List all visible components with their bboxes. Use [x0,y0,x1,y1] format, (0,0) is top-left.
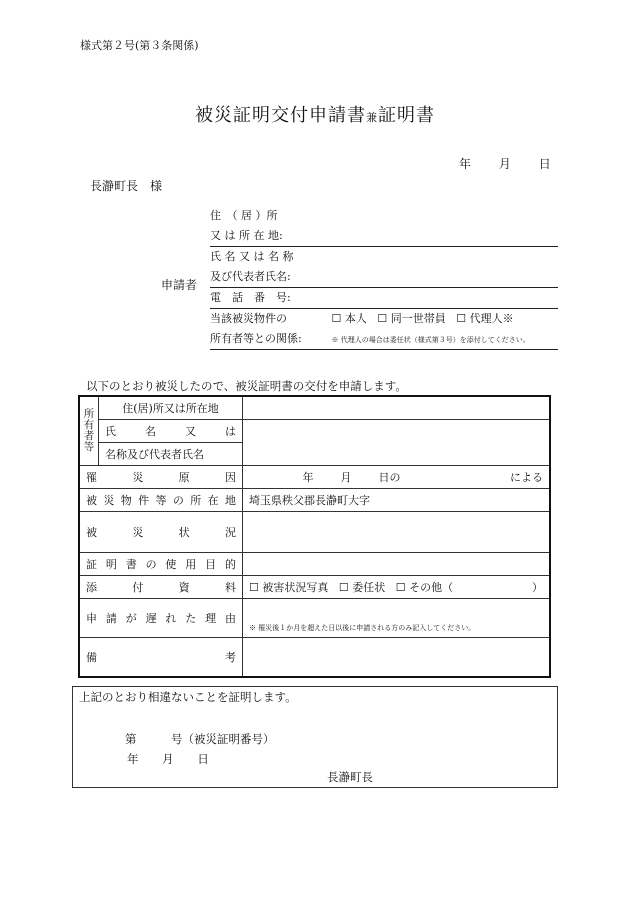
relation-note: ※ 代理人の場合は委任状（様式第３号）を添付してください。 [331,336,530,344]
checkbox-icon[interactable]: ☐ [377,312,388,325]
owner-address-field[interactable] [243,396,551,420]
attachment-close: ） [532,581,543,594]
cause-year: 年 [302,471,314,484]
cause-day: 日の [378,471,401,484]
relation-row [210,309,558,329]
cause-label: 罹 災 原 因 [79,466,243,489]
late-reason-field[interactable] [243,599,551,638]
late-reason-label: 申請が遅れた理由 [79,599,243,638]
applicant-block [210,206,558,350]
status-label: 被 災 状 況 [79,512,243,553]
applicant-label: 申請者 [161,278,198,292]
date-day: 日 [538,157,551,171]
document-title [0,101,630,127]
relation-option-household[interactable]: ☐ 同一世帯員 [377,312,446,325]
applicant-name-label-1: 氏 名 又 は 名 称 [210,250,294,263]
cause-suffix: による [510,471,543,484]
intro-text: 以下のとおり被災したので、被災証明書の交付を申請します。 [86,379,407,393]
relation-label-1: 当該被災物件の [210,312,287,325]
checkbox-icon[interactable]: ☐ [338,581,349,594]
cert-date [127,751,229,767]
owner-side-label: 所 有 者 等 [79,396,99,466]
relation-row-2 [210,329,558,350]
attachments-label: 添 付 資 料 [79,576,243,599]
table-row [79,553,550,576]
attachment-proxy[interactable]: ☐ 委任状 [338,581,386,594]
table-row [79,599,550,638]
applicant-name-label-2: 及び代表者氏名: [210,270,291,283]
late-reason-note: ※ 罹災後１か月を超えた日以後に申請される方のみ記入してください。 [249,624,476,632]
purpose-label: 証明書の使用目的 [79,553,243,576]
table-row [79,512,550,553]
owner-name-label-1: 氏 名 又 は [99,420,243,443]
title-small: 兼 [366,111,378,124]
table-row [79,396,550,420]
checkbox-icon[interactable]: ☐ [331,312,342,325]
table-row [79,466,550,489]
remarks-label: 備 考 [79,638,243,678]
cert-month: 月 [162,752,174,766]
checkbox-icon[interactable]: ☐ [395,581,406,594]
form-number: 様式第２号(第３条関係) [80,39,199,52]
cause-month: 月 [340,471,352,484]
applicant-address-field[interactable] [210,226,558,247]
purpose-field[interactable] [243,553,551,576]
cause-field[interactable] [243,466,551,489]
attachments-field [243,576,551,599]
application-date [459,155,575,172]
cert-year: 年 [127,752,139,766]
date-month: 月 [498,157,511,171]
relation-option-self[interactable]: ☐ 本人 [331,312,367,325]
table-row [79,420,550,443]
certification-box [72,686,558,788]
attachment-photos[interactable]: ☐ 被害状況写真 [249,581,329,594]
addressee: 長瀞町長 様 [90,179,163,193]
applicant-name-field[interactable] [210,267,558,288]
owner-address-label: 住(居)所又は所在地 [99,396,243,420]
title-main-2: 証明書 [378,105,435,126]
status-field[interactable] [243,512,551,553]
cert-number: 第 号（被災証明番号） [125,732,275,746]
checkbox-icon[interactable]: ☐ [456,312,467,325]
title-main-1: 被災証明交付申請書 [195,105,366,126]
applicant-address-label-1: 住 （ 居 ）所 [210,209,278,222]
table-row [79,638,550,678]
checkbox-icon[interactable]: ☐ [249,581,259,594]
relation-label-2: 所有者等との関係: [210,332,302,345]
attachment-other[interactable]: ☐ その他（ [395,581,454,594]
cert-issuer: 長瀞町長 [327,770,373,784]
cert-statement: 上記のとおり相違ないことを証明します。 [79,690,297,704]
location-label: 被災物件等の所在地 [79,489,243,512]
date-year: 年 [459,157,472,171]
relation-option-agent[interactable]: ☐ 代理人※ [456,312,514,325]
applicant-phone-label: 電 話 番 号: [210,291,291,304]
applicant-phone-field[interactable] [210,288,558,309]
table-row [79,576,550,599]
applicant-address-label-2: 又 は 所 在 地: [210,229,283,242]
table-row [79,489,550,512]
remarks-field[interactable] [243,638,551,678]
application-table [78,395,551,678]
owner-name-field[interactable] [243,420,551,466]
owner-name-label-2: 名称及び代表者氏名 [99,443,243,466]
cert-day: 日 [197,752,209,766]
location-field[interactable]: 埼玉県秩父郡長瀞町大字 [243,489,551,512]
